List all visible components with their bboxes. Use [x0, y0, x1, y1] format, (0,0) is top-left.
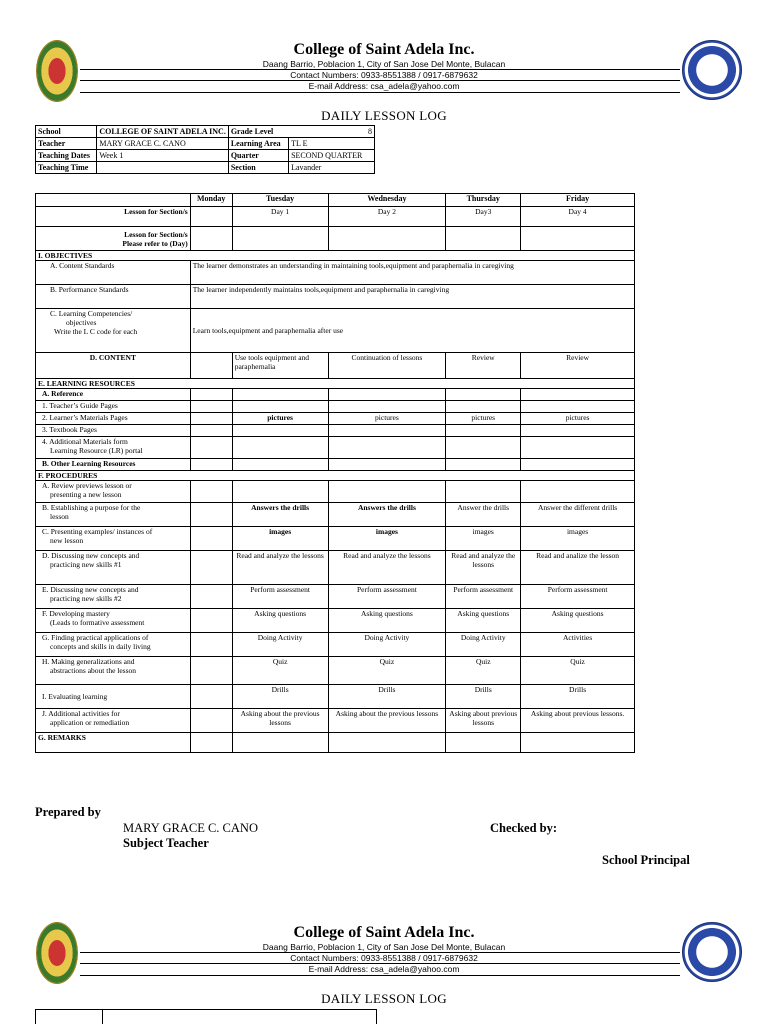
row-label: 3. Textbook Pages [36, 425, 191, 437]
cell: Perform assessment [521, 585, 635, 609]
doc-title: DAILY LESSON LOG [321, 991, 447, 1006]
cell [232, 389, 328, 401]
cell [446, 389, 521, 401]
cell: Asking about previous lessons. [521, 709, 635, 733]
cell [521, 459, 635, 471]
header-rule [80, 975, 680, 976]
row-label: 1. Teacher’s Guide Pages [36, 401, 191, 413]
info-table [35, 125, 375, 174]
corner-cell [36, 194, 191, 207]
cell: Answers the drills [328, 503, 446, 527]
cell: pictures [521, 413, 635, 425]
row-label-line: practicing new skills #1 [50, 560, 122, 569]
info-label: Section [228, 162, 288, 174]
row-label [36, 585, 191, 609]
school-contact: Contact Numbers: 0933-8551388 / 0917-6879632 [290, 70, 478, 80]
row-label-line: A. Review previews lesson or [42, 481, 132, 490]
cell: Read and analize the lesson [521, 551, 635, 585]
info-value: TL E [289, 138, 375, 150]
cell: Day 4 [521, 207, 635, 227]
table-divider [102, 1010, 103, 1024]
teacher-role: Subject Teacher [123, 836, 209, 850]
row-label [36, 309, 191, 353]
row-label [36, 633, 191, 657]
row-label: A. Reference [36, 389, 191, 401]
info-label: Learning Area [228, 138, 288, 150]
section-heading: F. PROCEDURES [36, 471, 635, 481]
section-heading: I. OBJECTIVES [36, 251, 635, 261]
cell: Asking about the previous lessons [328, 709, 446, 733]
school-name: College of Saint Adela Inc. [293, 41, 475, 58]
cell: Activities [521, 633, 635, 657]
info-value: COLLEGE OF SAINT ADELA INC. [97, 126, 228, 138]
row-label-line: Learning Resource (LR) portal [50, 446, 143, 455]
cell: Doing Activity [328, 633, 446, 657]
row-label-line: lesson [50, 512, 69, 521]
school-name: College of Saint Adela Inc. [293, 924, 475, 941]
cell [446, 401, 521, 413]
cell [190, 413, 232, 425]
doc-title: DAILY LESSON LOG [321, 108, 447, 123]
cell: pictures [446, 413, 521, 425]
cell [190, 481, 232, 503]
row-label: Lesson for Section/s [36, 207, 191, 227]
cell [190, 437, 232, 459]
principal-label: School Principal [602, 853, 690, 867]
cell: Read and analyze the lessons [446, 551, 521, 585]
prepared-by-label: Prepared by [35, 805, 101, 819]
checked-by-label: Checked by: [490, 821, 558, 835]
cell [190, 685, 232, 709]
cell [232, 425, 328, 437]
cell [190, 527, 232, 551]
school-address: Daang Barrio, Poblacion 1, City of San Jose Del Monte, Bulacan [262, 59, 506, 69]
cell: Asking questions [328, 609, 446, 633]
row-label-line: Write the L C code for each [54, 327, 138, 336]
day-header: Monday [190, 194, 232, 207]
row-label [36, 481, 191, 503]
cell: Answer the drills [446, 503, 521, 527]
lesson-log-table [35, 193, 635, 753]
cell: Drills [328, 685, 446, 709]
row-label [36, 551, 191, 585]
cell [190, 459, 232, 471]
cell: Continuation of lessons [328, 353, 446, 379]
cell [232, 401, 328, 413]
row-label-line: G. Finding practical applications of [42, 633, 149, 642]
cell: Day 1 [232, 207, 328, 227]
row-label: B. Performance Standards [36, 285, 191, 309]
row-label [36, 227, 191, 251]
row-label [36, 437, 191, 459]
cell: Asking about the previous lessons [232, 709, 328, 733]
cell [521, 437, 635, 459]
cell [190, 401, 232, 413]
row-label-line: 4. Additional Materials form [42, 437, 128, 446]
cell [446, 459, 521, 471]
cell: images [521, 527, 635, 551]
info-label: Teacher [36, 138, 97, 150]
row-label-line: presenting a new lesson [50, 490, 122, 499]
cell: images [232, 527, 328, 551]
cell: Drills [232, 685, 328, 709]
cell: Doing Activity [232, 633, 328, 657]
cell [190, 353, 232, 379]
cell: The learner demonstrates an understanding in maintaining tools,equipment and paraphernalia in caregiving [190, 261, 634, 285]
row-label-line: objectives [66, 318, 97, 327]
school-contact: Contact Numbers: 0933-8551388 / 0917-6879632 [290, 953, 478, 963]
cell [328, 401, 446, 413]
cell [190, 425, 232, 437]
row-label-line: E. Discussing new concepts and [42, 585, 139, 594]
school-email: E-mail Address: csa_adela@yahoo.com [308, 81, 460, 91]
school-address: Daang Barrio, Poblacion 1, City of San Jose Del Monte, Bulacan [262, 942, 506, 952]
row-label-line: new lesson [50, 536, 84, 545]
info-label: School [36, 126, 97, 138]
row-label: B. Other Learning Resources [36, 459, 191, 471]
row-label-line: application or remediation [50, 718, 130, 727]
row-label-line: B. Establishing a purpose for the [42, 503, 141, 512]
cell: Quiz [328, 657, 446, 685]
cell [232, 459, 328, 471]
cell [328, 227, 446, 251]
cell: Review [521, 353, 635, 379]
cell: Quiz [521, 657, 635, 685]
row-label-line: practicing new skills #2 [50, 594, 122, 603]
cell [521, 481, 635, 503]
cell [190, 609, 232, 633]
cell [190, 207, 232, 227]
info-value: Week 1 [97, 150, 228, 162]
row-label-line: Lesson for Section/s [124, 229, 188, 239]
cell: Answer the different drills [521, 503, 635, 527]
cell: Day3 [446, 207, 521, 227]
cell [446, 481, 521, 503]
info-label: Teaching Dates [36, 150, 97, 162]
row-label [36, 657, 191, 685]
day-header: Friday [521, 194, 635, 207]
info-value: SECOND QUARTER [289, 150, 375, 162]
cell [521, 733, 635, 753]
cell [328, 481, 446, 503]
cell [328, 437, 446, 459]
cell: Use tools equipment and paraphernalia [232, 353, 328, 379]
row-label-line: (Leads to formative assessment [50, 618, 145, 627]
info-label: Quarter [228, 150, 288, 162]
cell: Answers the drills [232, 503, 328, 527]
cell: Asking about previous lessons [446, 709, 521, 733]
cell: Perform assessment [328, 585, 446, 609]
cell [328, 733, 446, 753]
row-label-line: D. Discussing new concepts and [42, 551, 140, 560]
row-label: A. Content Standards [36, 261, 191, 285]
cell: Perform assessment [232, 585, 328, 609]
info-table-partial [35, 1009, 377, 1024]
row-label-line: Please refer to (Day) [122, 238, 188, 248]
header-rule [80, 92, 680, 93]
row-label [36, 709, 191, 733]
cell: Day 2 [328, 207, 446, 227]
cell: Drills [446, 685, 521, 709]
cell [232, 227, 328, 251]
cell [446, 425, 521, 437]
cell [521, 401, 635, 413]
info-value: MARY GRACE C. CANO [97, 138, 228, 150]
row-label: D. CONTENT [36, 353, 191, 379]
cell [190, 657, 232, 685]
cell: The learner independently maintains tools,equipment and paraphernalia in caregiving [190, 285, 634, 309]
cell [328, 425, 446, 437]
cell [190, 551, 232, 585]
cell [190, 733, 232, 753]
day-header: Wednesday [328, 194, 446, 207]
cell: Asking questions [446, 609, 521, 633]
cell: Quiz [446, 657, 521, 685]
cell [521, 425, 635, 437]
row-label: I. Evaluating learning [36, 685, 191, 709]
row-label-line: concepts and skills in daily living [50, 642, 151, 651]
day-header: Tuesday [232, 194, 328, 207]
cell [521, 389, 635, 401]
cell: Read and analyze the lessons [328, 551, 446, 585]
row-label-line: F. Developing mastery [42, 609, 110, 618]
cell [190, 585, 232, 609]
cell: Perform assessment [446, 585, 521, 609]
cell: Asking questions [232, 609, 328, 633]
cell: pictures [232, 413, 328, 425]
row-label: G. REMARKS [36, 733, 191, 753]
cell [446, 733, 521, 753]
row-label: 2. Learner’s Materials Pages [36, 413, 191, 425]
cell: Asking questions [521, 609, 635, 633]
cell: Read and analyze the lessons [232, 551, 328, 585]
cell: Drills [521, 685, 635, 709]
info-value: 8 [289, 126, 375, 138]
cell: Review [446, 353, 521, 379]
cell [190, 227, 232, 251]
info-value [97, 162, 228, 174]
cell: Learn tools,equipment and paraphernalia after use [190, 309, 634, 353]
cell [521, 227, 635, 251]
cell [446, 437, 521, 459]
row-label-line: C. Presenting examples/ instances of [42, 527, 153, 536]
cell [232, 481, 328, 503]
row-label [36, 609, 191, 633]
info-value: Lavander [289, 162, 375, 174]
cell [190, 389, 232, 401]
section-heading: E. LEARNING RESOURCES [36, 379, 635, 389]
row-label [36, 503, 191, 527]
cell [232, 733, 328, 753]
cell [232, 437, 328, 459]
row-label [36, 527, 191, 551]
cell: images [446, 527, 521, 551]
row-label-line: J. Additional activities for [42, 709, 120, 718]
school-email: E-mail Address: csa_adela@yahoo.com [308, 964, 460, 974]
cell [328, 459, 446, 471]
cell [190, 709, 232, 733]
teacher-name: MARY GRACE C. CANO [123, 821, 258, 835]
row-label-line: C. Learning Competencies/ [50, 309, 133, 318]
cell: images [328, 527, 446, 551]
cell: Quiz [232, 657, 328, 685]
row-label-line: H. Making generalizations and [42, 657, 135, 666]
cell [446, 227, 521, 251]
cell [328, 389, 446, 401]
cell [190, 503, 232, 527]
info-label: Teaching Time [36, 162, 97, 174]
cell: pictures [328, 413, 446, 425]
day-header: Thursday [446, 194, 521, 207]
info-label: Grade Level [228, 126, 288, 138]
row-label-line: abstractions about the lesson [50, 666, 137, 675]
cell: Doing Activity [446, 633, 521, 657]
cell [190, 633, 232, 657]
